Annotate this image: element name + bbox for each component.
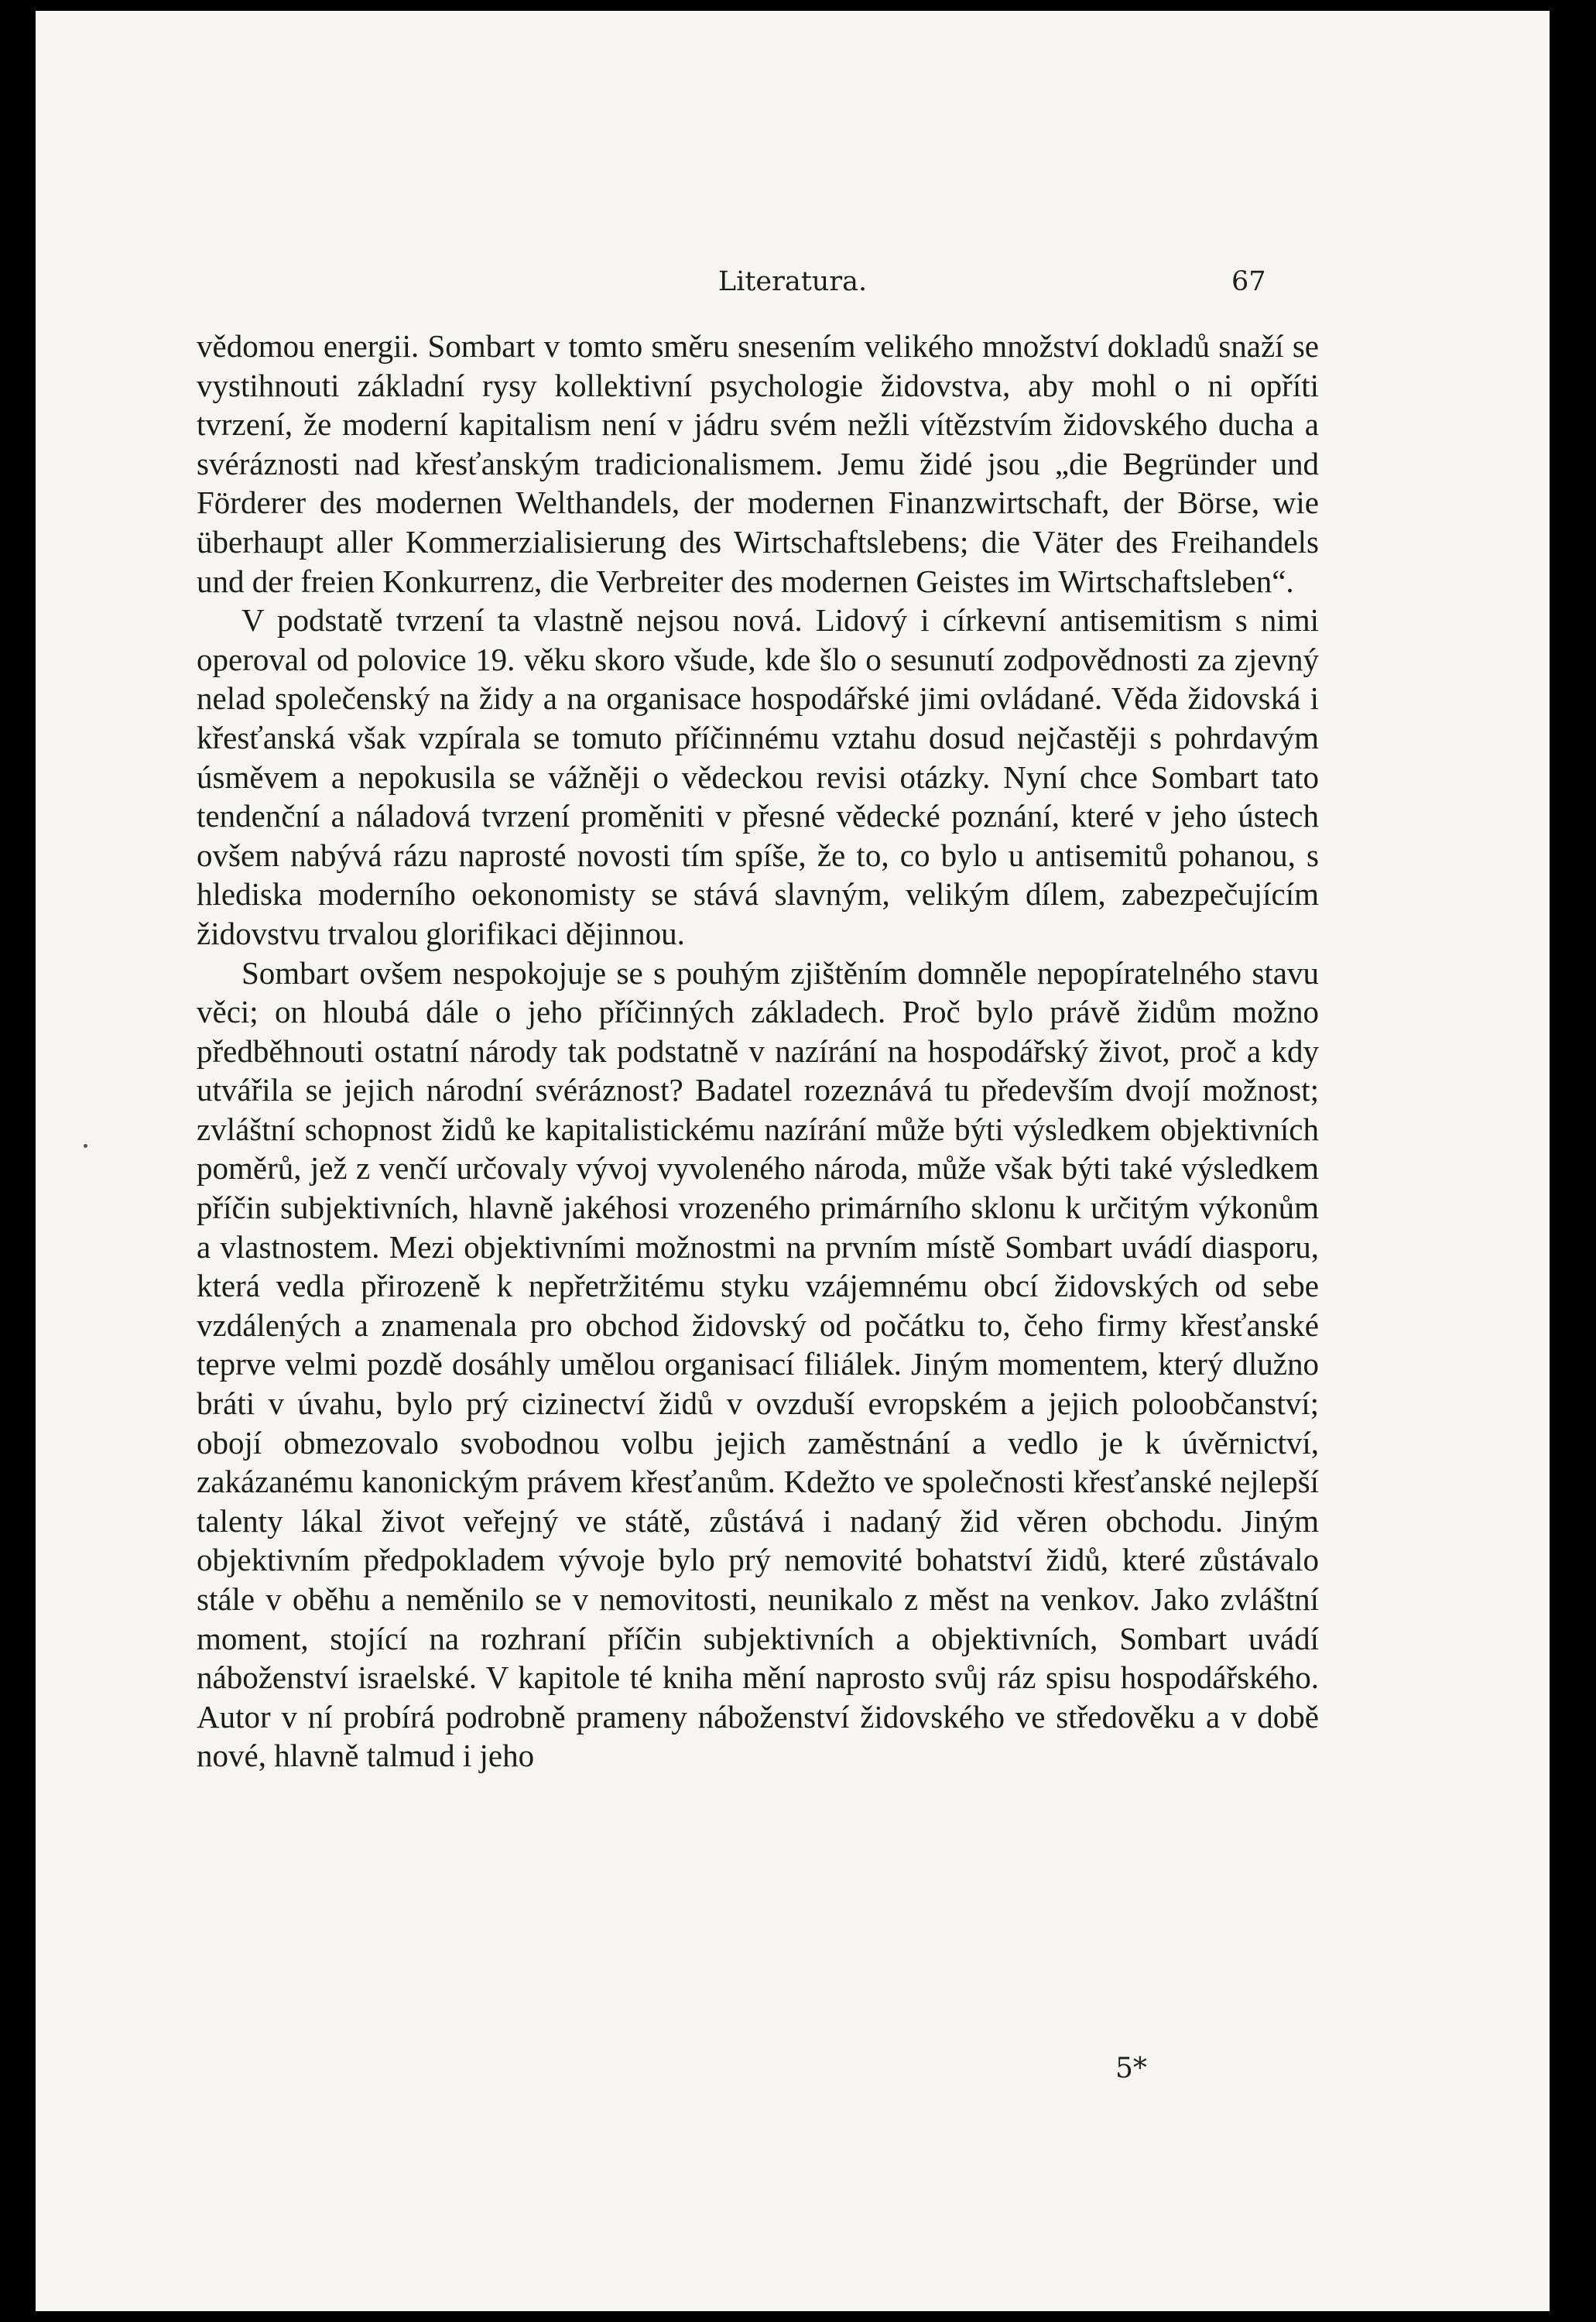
page-number: 67 <box>1231 266 1266 297</box>
running-head: Literatura. <box>718 266 868 297</box>
body-text <box>197 327 1319 1776</box>
paragraph-1: vědomou energii. Sombart v tomto směru snesením velikého množství dokladů snaží se vystihnouti základní rysy kollektivní psychologie židovstva, aby mohl o ni opříti tvrzení, že moderní kapitalism není v jádru svém nežli vítězstvím židovského ducha a svéráznosti nad křesťanským tradicionalismem. Jemu židé jsou „die Begründer und Förderer des modernen Welthandels, der modernen Finanzwirtschaft, der Börse, wie überhaupt aller Kommerzialisierung des Wirtschaftslebens; die Väter des Freihandels und der freien Konkurrenz, die Verbreiter des modernen Geistes im Wirtschaftsleben“. <box>197 328 1319 599</box>
paragraph-3: Sombart ovšem nespokojuje se s pouhým zjištěním domněle nepopíratelného stavu věci; on hloubá dále o jeho příčinných základech. Proč bylo právě židům možno předběhnouti ostatní národy tak podstatně v nazírání na hospodářský život, proč a kdy utvářila se jejich národní svéráznost? Badatel rozeznává tu především dvojí možnost; zvláštní schopnost židů ke kapitalistickému nazírání může býti výsledkem objektivních poměrů, jež z venčí určovaly vývoj vyvoleného národa, může však býti také výsledkem příčin subjektivních, hlavně jakéhosi vrozeného primárního sklonu k určitým výkonům a vlastnostem. Mezi objektivními možnostmi na prvním místě Sombart uvádí diasporu, která vedla přirozeně k nepřetržitému styku vzájemnému obcí židovských od sebe vzdálených a znamenala pro obchod židovský od počátku to, čeho firmy křesťanské teprve velmi pozdě dosáhly umělou organisací filiálek. Jiným momentem, který dlužno bráti v úvahu, bylo prý cizinectví židů v ovzduší evropském a jejich poloobčanství; obojí obmezovalo svobodnou volbu jejich zaměstnání a vedlo je k úvěrnictví, zakázanému kanonickým právem křesťanům. Kdežto ve společnosti křesťanské nejlepší talenty lákal život veřejný ve státě, zůstává i nadaný žid věren obchodu. Jiným objektivním předpokladem vývoje bylo prý nemovité bohatství židů, které zůstávalo stále v oběhu a neměnilo se v nemovitosti, neunikalo z měst na venkov. Jako zvláštní moment, stojící na rozhraní příčin subjektivních a objektivních, Sombart uvádí náboženství israelské. V kapitole té kniha mění naprosto svůj ráz spisu hospodářského. Autor v ní probírá podrobně prameny náboženství židovského ve středověku a v době nové, hlavně talmud i jeho <box>197 954 1319 1774</box>
book-page <box>36 11 1550 2311</box>
paragraph-2: V podstatě tvrzení ta vlastně nejsou nová. Lidový i církevní antisemitism s nimi operoval od polovice 19. věku skoro všude, kde šlo o sesunutí zodpovědnosti za zjevný nelad společenský na židy a na organisace hospodářské jimi ovládané. Věda židovská i křesťanská však vzpírala se tomuto příčinnému vztahu dosud nejčastěji s pohrdavým úsměvem a nepokusila se vážněji o vědeckou revisi otázky. Nyní chce Sombart tato tendenční a náladová tvrzení proměniti v přesné vědecké poznání, které v jeho ústech ovšem nabývá rázu naprosté novosti tím spíše, že to, co bylo u antisemitů pohanou, s hlediska moderního oekonomisty se stává slavným, velikým dílem, zabezpečujícím židovstvu trvalou glorifikaci dějinnou. <box>197 602 1319 951</box>
page-header <box>36 266 1550 305</box>
signature-mark: 5* <box>1115 2053 1147 2084</box>
margin-dot <box>84 1144 87 1148</box>
